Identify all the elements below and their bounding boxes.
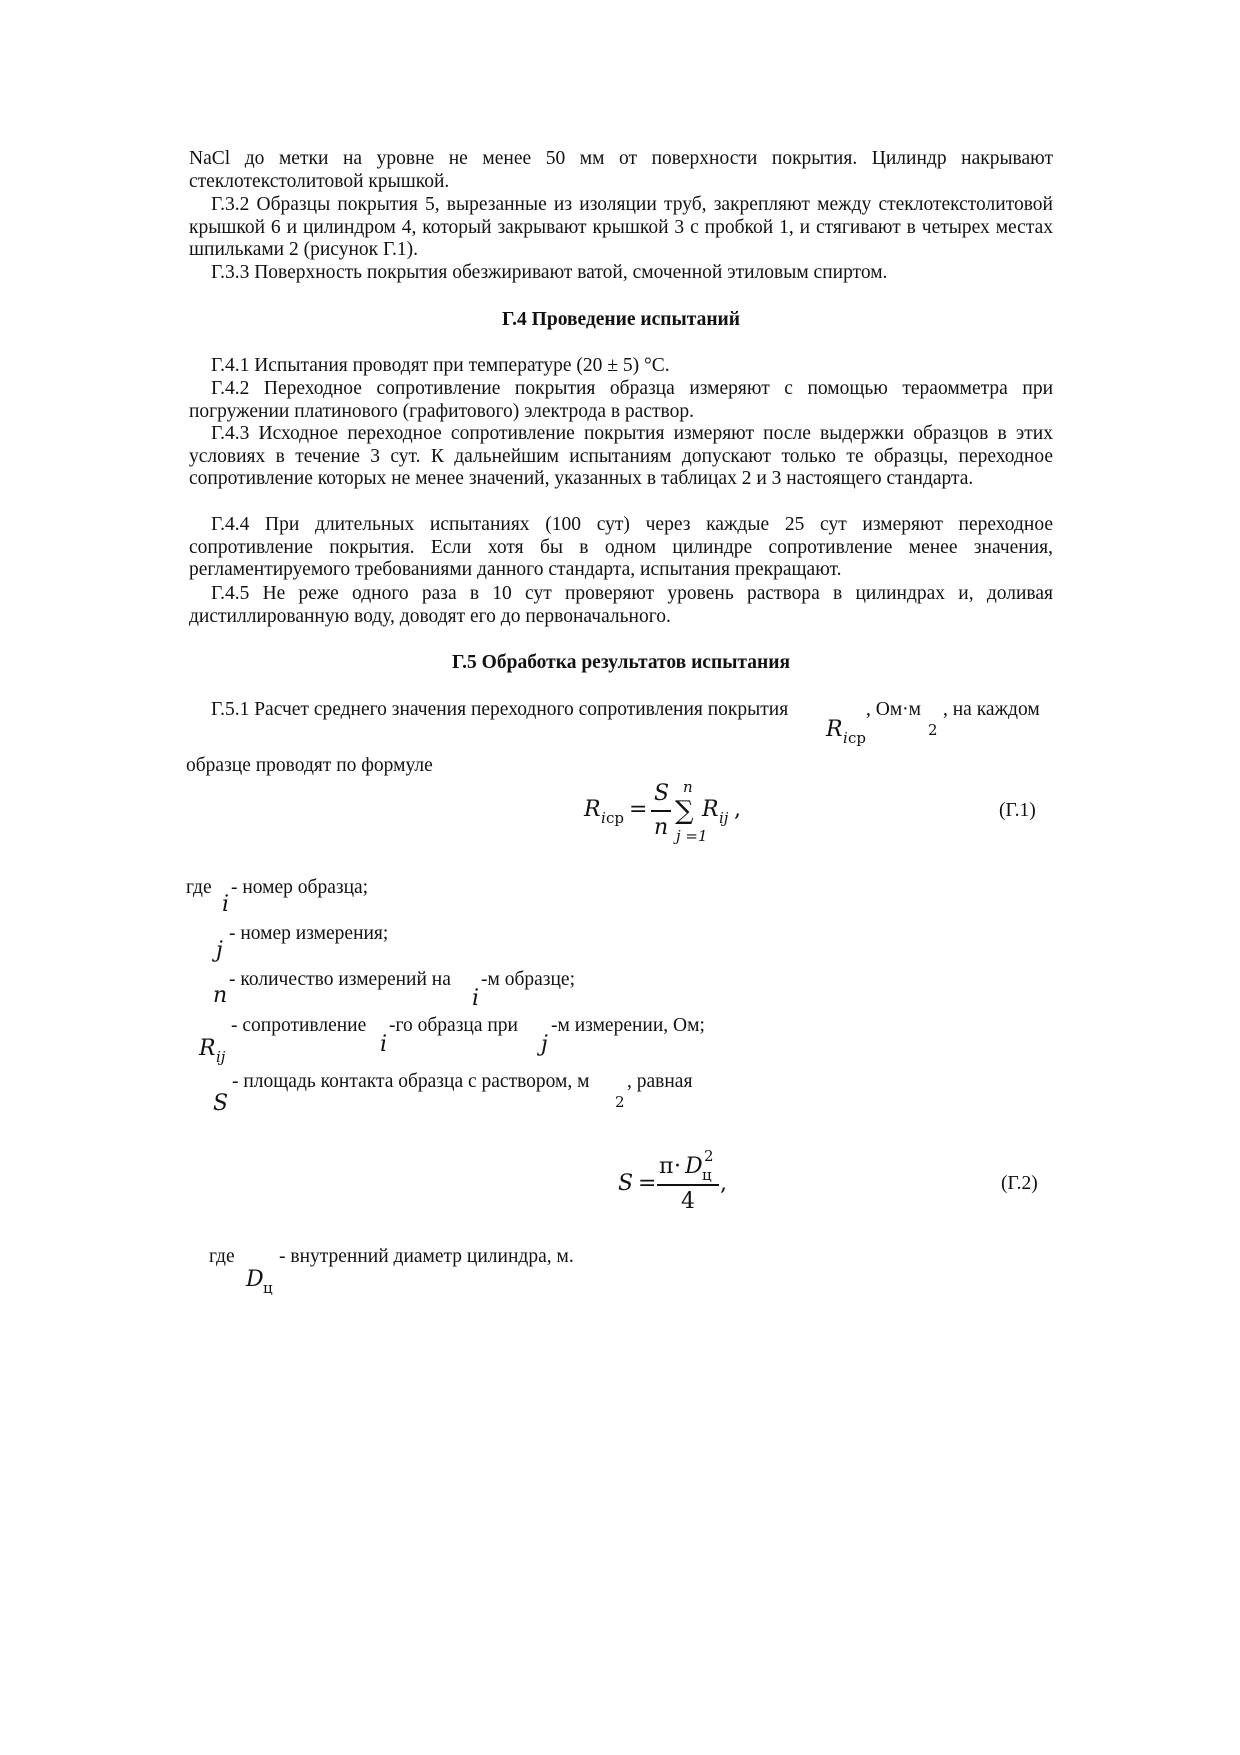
f1-fraction-bar bbox=[651, 810, 671, 812]
f1-comma: , bbox=[734, 797, 741, 822]
f1-lhs-cp: ср bbox=[606, 809, 625, 827]
f1-sum-bottom: j =1 bbox=[676, 827, 708, 845]
f2-dot: · bbox=[674, 1154, 681, 1179]
g5-1-tail: , на каждом bbox=[943, 699, 1040, 720]
f2-fraction-bar bbox=[657, 1184, 719, 1186]
formula-number-g1: (Г.1) bbox=[999, 800, 1036, 821]
def-j-text: - номер измерения; bbox=[229, 923, 389, 944]
formula-number-g2: (Г.2) bbox=[1001, 1173, 1038, 1194]
f2-comma: , bbox=[720, 1171, 727, 1196]
f2-d: D bbox=[685, 1154, 703, 1179]
unit-om-m: , Ом·м bbox=[866, 699, 922, 720]
def-s-symbol: S bbox=[213, 1091, 229, 1116]
r-icp-sub-i: i bbox=[843, 729, 848, 747]
r-icp-sub-cp: ср bbox=[848, 729, 867, 747]
def-r-sub-ij: ij bbox=[216, 1048, 226, 1066]
f2-denominator: 4 bbox=[681, 1189, 695, 1214]
def-i-text: - номер образца; bbox=[231, 877, 369, 898]
def-i-symbol: i bbox=[222, 892, 230, 917]
f2-pi: π bbox=[659, 1154, 674, 1179]
paragraph-g3-3: Г.3.3 Поверхность покрытия обезжиривают ватой, смоченной этиловым спиртом. bbox=[211, 262, 888, 283]
paragraph-g4-3: Г.4.3 Исходное переходное сопротивление покрытия измеряют после выдержки образцов в этих условиях в течение 3 сут. К дальнейшим испытаниям допускают только те образцы, переходное сопротивление которых не менее значений, указанных в таблицах 2 и 3 настоящего стандарта. bbox=[189, 423, 1053, 490]
g5-1-text: Г.5.1 Расчет среднего значения переходного сопротивления покрытия bbox=[211, 699, 789, 720]
paragraph-g4-2: Г.4.2 Переходное сопротивление покрытия образца измеряют с помощью тераомметра при погружении платинового (графитового) электрода в раствор. bbox=[189, 378, 1053, 422]
def-d-text: - внутренний диаметр цилиндра, м. bbox=[279, 1246, 574, 1267]
def-n-text-a: - количество измерений на bbox=[229, 969, 451, 990]
section-heading-g4: Г.4 Проведение испытаний bbox=[501, 309, 741, 330]
f2-equals: = bbox=[638, 1171, 657, 1196]
where-label: где bbox=[186, 877, 212, 898]
f1-sum-top: n bbox=[683, 778, 693, 796]
g5-1-second-line: образце проводят по формуле bbox=[186, 755, 433, 776]
f2-lhs-s: S bbox=[618, 1171, 634, 1196]
def-s-text-b: , равная bbox=[627, 1071, 693, 1092]
def-s-text: - площадь контакта образца с раствором, м bbox=[232, 1071, 590, 1092]
unit-sup-2: 2 bbox=[928, 721, 938, 739]
where-label-2: где bbox=[209, 1246, 235, 1267]
def-n-symbol: n bbox=[213, 983, 228, 1008]
paragraph-g4-1: Г.4.1 Испытания проводят при температуре (20 ± 5) °С. bbox=[211, 355, 670, 376]
def-r-text-a: - сопротивление bbox=[231, 1015, 367, 1036]
f1-equals: = bbox=[629, 797, 648, 822]
f1-lhs-r: R bbox=[584, 797, 601, 822]
paragraph-g4-5: Г.4.5 Не реже одного раза в 10 сут проверяют уровень раствора в цилиндрах и, доливая дистиллированную воду, доводят его до первоначального. bbox=[189, 583, 1053, 627]
def-n-text-b: -м образце; bbox=[481, 969, 575, 990]
f1-denominator-n: n bbox=[654, 815, 669, 840]
def-r-symbol: R bbox=[199, 1036, 216, 1061]
def-r-text-c: -м измерении, Ом; bbox=[551, 1015, 705, 1036]
def-r-i: i bbox=[380, 1032, 388, 1057]
def-d-symbol: D bbox=[246, 1267, 264, 1292]
f1-r-sub-ij: ij bbox=[719, 809, 729, 827]
f1-numerator-s: S bbox=[654, 781, 670, 806]
def-n-i: i bbox=[472, 986, 480, 1011]
paragraph-g4-4: Г.4.4 При длительных испытаниях (100 сут) через каждые 25 сут измеряют переходное сопротивление покрытия. Если хотя бы в одном цилиндре сопротивление менее значения, регламентируемого требованиями данного стандарта, испытания прекращают. bbox=[189, 514, 1053, 581]
f1-sum-sign: ∑ bbox=[675, 796, 694, 826]
f2-d-sup: 2 bbox=[704, 1147, 714, 1165]
f1-r: R bbox=[702, 797, 719, 822]
section-heading-g5: Г.5 Обработка результатов испытания bbox=[451, 652, 791, 673]
def-r-j: j bbox=[541, 1032, 548, 1057]
def-s-sup: 2 bbox=[615, 1093, 625, 1111]
paragraph-g3-2: Г.3.2 Образцы покрытия 5, вырезанные из изоляции труб, закрепляют между стеклотекстолитовой крышкой 6 и цилиндром 4, который закрывают крышкой 3 с пробкой 1, и стягивают в четырех местах шпильками 2 (рисунок Г.1). bbox=[189, 194, 1053, 261]
f2-d-sub: ц bbox=[702, 1166, 712, 1184]
def-r-text-b: -го образца при bbox=[389, 1015, 518, 1036]
def-j-symbol: j bbox=[216, 938, 223, 963]
r-icp-symbol: R bbox=[826, 717, 843, 742]
paragraph-nacl: NaCl до метки на уровне не менее 50 мм от поверхности покрытия. Цилиндр накрывают стеклотекстолитовой крышкой. bbox=[189, 148, 1053, 192]
def-d-sub: ц bbox=[263, 1279, 273, 1297]
f1-lhs-i: i bbox=[601, 809, 606, 827]
